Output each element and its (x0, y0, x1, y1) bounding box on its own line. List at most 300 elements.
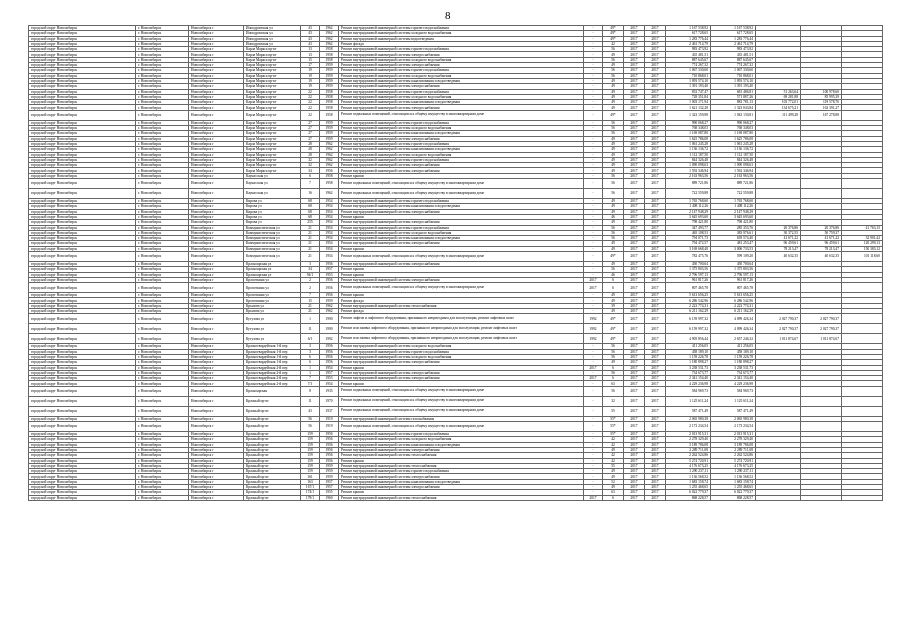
table-cell: - (584, 381, 603, 386)
table-cell: городской округ Новосибирск (29, 47, 136, 52)
table-cell: Ремонт внутридомовой инженерной системы холодного водоснабжения (339, 57, 584, 62)
table-cell: 1 067 330,60 (711, 68, 756, 73)
table-cell: г. Новосибирск (136, 381, 189, 386)
table-cell: Кирова ул (244, 199, 301, 204)
table-cell: 8 (301, 386, 320, 396)
table-cell: городской округ Новосибирск (29, 168, 136, 173)
table-cell: 2017 (645, 354, 666, 359)
table-cell: городской округ Новосибирск (29, 303, 136, 308)
table-cell: - (584, 437, 603, 442)
table-cell: - (584, 344, 603, 349)
table-cell: 2017 (645, 179, 666, 189)
table-cell: Карла Маркса пр-кт (244, 126, 301, 131)
table-row (29, 386, 883, 396)
table-cell: 1956 (320, 453, 339, 458)
table-cell: 6 022 779,37 (666, 490, 711, 495)
table-cell: 2017 (645, 220, 666, 225)
table-cell: 22 (301, 94, 320, 99)
table-cell: Ипподромская ул (244, 41, 301, 46)
table-cell: 2017 (645, 225, 666, 230)
table-cell: 49 (603, 147, 624, 152)
table-cell: - (584, 84, 603, 89)
table-cell: Коммунистическая ул (244, 225, 301, 230)
table-cell: - (584, 52, 603, 57)
table-cell: 2017 (624, 173, 645, 178)
table-cell: 56 (603, 179, 624, 189)
table-cell: г. Новосибирск (136, 214, 189, 219)
table-cell: Новосибирск г (189, 453, 244, 458)
table-cell: 42 (603, 442, 624, 447)
table-cell: Новосибирск г (189, 157, 244, 162)
table-cell: Красноярская ул (244, 272, 301, 277)
table-cell: 2017 (645, 78, 666, 83)
table-cell: 6 159 997,32 (666, 324, 711, 334)
table-cell: 2017 (624, 334, 645, 344)
table-cell: 2017 (624, 463, 645, 468)
table-cell: г. Новосибирск (136, 349, 189, 354)
table-row (29, 283, 883, 293)
table-cell: - (584, 57, 603, 62)
table-cell: 1962 (320, 141, 339, 146)
table-cell: г. Новосибирск (136, 344, 189, 349)
table-cell: 2017 (645, 442, 666, 447)
table-cell: 887 645,67 (666, 57, 711, 62)
table-cell: - (584, 209, 603, 214)
table-cell: 159 (301, 463, 320, 468)
table-cell: 2017 (624, 126, 645, 131)
table-cell: городской округ Новосибирск (29, 267, 136, 272)
table-cell: г. Новосибирск (136, 100, 189, 105)
table-cell: 1956 (320, 349, 339, 354)
table-cell: 2017 (645, 110, 666, 120)
table-cell: городской округ Новосибирск (29, 324, 136, 334)
table-cell: 21 (301, 241, 320, 246)
table-cell: городской округ Новосибирск (29, 214, 136, 219)
table-cell: Ремонт крыши (339, 267, 584, 272)
table-cell: 768 348,03 (666, 126, 711, 131)
table-cell: 22 (301, 89, 320, 94)
table-cell: 49 (603, 78, 624, 83)
table-cell: городской округ Новосибирск (29, 298, 136, 303)
table-cell: Кирова ул (244, 220, 301, 225)
table-cell: 435 481,51 (666, 52, 711, 57)
table-cell: 794 472,57 (666, 241, 711, 246)
table-cell: 1954 (320, 236, 339, 241)
table-cell: Ремонт внутридомовой инженерной системы горячего водоснабжения (339, 47, 584, 52)
table-cell: Ремонт внутридомовой инженерной системы теплоснабжения (339, 495, 584, 500)
table-cell: Красногвардейская 1-й пер (244, 360, 301, 365)
table-cell: 159 (301, 447, 320, 452)
table-cell: городской округ Новосибирск (29, 360, 136, 365)
table-cell: 2017 (624, 469, 645, 474)
table-cell: 2017 (624, 490, 645, 495)
table-cell: Новосибирск г (189, 141, 244, 146)
table-cell: г. Новосибирск (136, 267, 189, 272)
table-cell: 2017 (645, 120, 666, 125)
table-cell: 2 163 963,56 (711, 173, 756, 178)
table-cell: 2017 (624, 105, 645, 110)
table-cell: - (584, 163, 603, 168)
table-cell: 43 (301, 26, 320, 31)
table-cell: Ипподромская ул (244, 26, 301, 31)
table-cell: Карла Маркса пр-кт (244, 141, 301, 146)
table-cell: - (584, 360, 603, 365)
table-cell: 21 (301, 309, 320, 314)
table-cell: 3 169 668,40 (666, 246, 711, 251)
table-cell: Ремонт внутридомовой инженерной системы электроснабжения (339, 168, 584, 173)
table-cell: 411 256,05 (711, 344, 756, 349)
table-cell: городской округ Новосибирск (29, 344, 136, 349)
table-cell: городской округ Новосибирск (29, 396, 136, 406)
table-cell: 1957 (320, 267, 339, 272)
table-cell: Новосибирск г (189, 334, 244, 344)
table-cell: Крылова ул (244, 309, 301, 314)
table-cell: 1992 (584, 324, 603, 334)
table-cell: 2 (301, 277, 320, 282)
table-cell: Карла Маркса пр-кт (244, 110, 301, 120)
table-cell: - (584, 298, 603, 303)
table-cell: 1962 (320, 26, 339, 31)
table-cell: 1992 (320, 334, 339, 344)
table-cell: Ремонт подвальных помещений, относящихся к общему имуществу в многоквартирном доме (339, 189, 584, 199)
table-cell: - (584, 309, 603, 314)
table-cell: - (584, 131, 603, 136)
table-cell: 49 (603, 209, 624, 214)
table-cell: городской округ Новосибирск (29, 36, 136, 41)
table-cell: 4 229 236,98 (666, 381, 711, 386)
table-cell: 101 118,60 (842, 251, 883, 261)
table-cell: Карла Маркса пр-кт (244, 152, 301, 157)
table-cell: Кропоткина ул (244, 283, 301, 293)
table-cell: 2017 (624, 370, 645, 375)
table-cell: 55 (603, 463, 624, 468)
table-cell: Красный пр-кт (244, 437, 301, 442)
table-cell: городской округ Новосибирск (29, 479, 136, 484)
table-cell: 56 (603, 225, 624, 230)
table-cell: 6 022 779,37 (711, 490, 756, 495)
table-cell: г. Новосибирск (136, 354, 189, 359)
table-cell: Красный пр-кт (244, 463, 301, 468)
table-cell: г. Новосибирск (136, 120, 189, 125)
table-cell: Карла Маркса пр-кт (244, 131, 301, 136)
table-cell: 2017 (645, 381, 666, 386)
table-cell: 6 211 162,29 (666, 309, 711, 314)
table-cell: 1959 (320, 84, 339, 89)
table-cell (842, 386, 883, 396)
table-cell: 2017 (624, 360, 645, 365)
table-cell: 2017 (624, 474, 645, 479)
table-cell: 1 180 898,27 (666, 360, 711, 365)
table-cell: 2017 (645, 41, 666, 46)
table-cell: г. Новосибирск (136, 136, 189, 141)
table-cell: 889 721,86 (711, 179, 756, 189)
table-cell: 1956 (320, 458, 339, 463)
table-cell: Красногвардейская 1-й пер (244, 354, 301, 359)
table-cell: Новосибирск г (189, 442, 244, 447)
table-cell (842, 324, 883, 334)
table-cell: 178/1 (301, 495, 320, 500)
table-cell: городской округ Новосибирск (29, 485, 136, 490)
table-cell: 49 (603, 246, 624, 251)
table-cell: 1954 (320, 365, 339, 370)
table-cell: 1 159 226,78 (666, 354, 711, 359)
table-cell: Ремонт внутридомовой инженерной системы электроснабжения (339, 370, 584, 375)
table-cell (756, 189, 801, 199)
table-cell: городской округ Новосибирск (29, 463, 136, 468)
table-cell: 1 625 786,08 (666, 136, 711, 141)
table-row (29, 334, 883, 344)
table-cell: 21 (301, 225, 320, 230)
table-cell: Кутузова ул (244, 324, 301, 334)
table-cell: 1 (301, 370, 320, 375)
table-cell: Красный пр-кт (244, 406, 301, 416)
table-cell: - (584, 453, 603, 458)
table-cell: Ремонт внутридомовой инженерной системы электроснабжения (339, 261, 584, 266)
table-cell: городской округ Новосибирск (29, 453, 136, 458)
table-cell: Карла Маркса пр-кт (244, 73, 301, 78)
table-cell: г. Новосибирск (136, 179, 189, 189)
table-cell: 2017 (645, 84, 666, 89)
table-cell: 56 (603, 230, 624, 235)
table-cell: 2 065 980,38 (666, 416, 711, 421)
table-cell: 1 061 245,28 (711, 141, 756, 146)
table-cell: 1958 (320, 105, 339, 110)
table-cell: 2017 (645, 334, 666, 344)
table-cell: 19 (301, 84, 320, 89)
table-cell: Новосибирск г (189, 386, 244, 396)
table-cell: 43 (301, 41, 320, 46)
table-row (29, 314, 883, 324)
table-cell: г. Новосибирск (136, 89, 189, 94)
table-cell: 2017 (645, 52, 666, 57)
table-cell: 2017 (645, 406, 666, 416)
table-cell: 2017 (624, 272, 645, 277)
table-cell: 2 147 948,29 (666, 209, 711, 214)
table-cell: 2 341 154,40 (711, 376, 756, 381)
table-cell: 56 (603, 370, 624, 375)
table-cell: 3 (301, 349, 320, 354)
table-cell: Кирова ул (244, 214, 301, 219)
table-cell: Ремонт внутридомовой инженерной системы горячего водоснабжения (339, 89, 584, 94)
table-cell: Карла Маркса пр-кт (244, 68, 301, 73)
table-cell: 734 673,77 (666, 370, 711, 375)
table-cell: 1962 (320, 163, 339, 168)
table-cell: 49 (603, 485, 624, 490)
table-cell: Каунасская ул (244, 173, 301, 178)
table-cell: 2017 (624, 324, 645, 334)
table-cell: 2017 (645, 272, 666, 277)
table-cell: Ремонт крыши (339, 246, 584, 251)
table-cell: Ремонт или замена лифтового оборудования, признанного непригодным для эксплуатации, ремонт лифтовых шахт (339, 334, 584, 344)
table-cell: 68 (301, 214, 320, 219)
table-cell: 2017 (624, 131, 645, 136)
table-cell: 2017 (624, 199, 645, 204)
table-cell: 6 286 542,96 (711, 298, 756, 303)
table-cell: 51 263,64 (756, 89, 801, 94)
table-cell (842, 110, 883, 120)
table-cell: городской округ Новосибирск (29, 126, 136, 131)
table-cell: 681 486,81 (711, 89, 756, 94)
table-cell: Новосибирск г (189, 220, 244, 225)
table-cell: Красный пр-кт (244, 469, 301, 474)
table-cell: Красногвардейская 2-й пер (244, 365, 301, 370)
table-cell: 347 493,77 (666, 225, 711, 230)
table-cell: 2 013 915,31 (666, 432, 711, 437)
table-cell: 1953 (320, 272, 339, 277)
table-cell: 4 905 856,44 (666, 334, 711, 344)
table-cell: 2017 (624, 36, 645, 41)
table-cell: г. Новосибирск (136, 78, 189, 83)
table-cell: 32 (301, 163, 320, 168)
table-cell: Новосибирск г (189, 246, 244, 251)
table-cell: 2017 (645, 303, 666, 308)
table-cell: 2017 (624, 354, 645, 359)
table-cell: 34 (301, 267, 320, 272)
table-cell: Ремонт крыши (339, 173, 584, 178)
table-cell: городской округ Новосибирск (29, 57, 136, 62)
table-cell: Новосибирск г (189, 225, 244, 230)
table-cell: 56 (603, 189, 624, 199)
table-cell: - (584, 63, 603, 68)
table-cell: 55 (603, 406, 624, 416)
table-cell: 1 391 193,40 (711, 84, 756, 89)
table-cell: 2017 (624, 68, 645, 73)
table-cell: 1959 (320, 68, 339, 73)
table-cell: 49 (603, 261, 624, 266)
table-cell: 17 (301, 63, 320, 68)
table-cell (842, 422, 883, 432)
table-cell: 56 (301, 422, 320, 432)
table-cell: 49 (603, 52, 624, 57)
table-cell: 19 (301, 73, 320, 78)
table-cell: 2017 (645, 495, 666, 500)
table-cell: Ремонт внутридомовой инженерной системы горячего водоснабжения (339, 432, 584, 437)
table-cell: 2017 (624, 57, 645, 62)
table-cell: Новосибирск г (189, 147, 244, 152)
table-cell: городской округ Новосибирск (29, 447, 136, 452)
table-cell: городской округ Новосибирск (29, 437, 136, 442)
table-cell: 2017 (645, 458, 666, 463)
table-cell: 49* (603, 26, 624, 31)
table-cell: 41 671,22 (756, 236, 801, 241)
table-cell: 2017 (645, 189, 666, 199)
table-cell: Новосибирск г (189, 406, 244, 416)
table-cell: 983 473,92 (711, 47, 756, 52)
table-cell: 807 465,78 (711, 283, 756, 293)
table-cell: г. Новосибирск (136, 94, 189, 99)
table-row (29, 324, 883, 334)
table-row (29, 110, 883, 120)
table-cell: 2017 (624, 365, 645, 370)
table-cell: Новосибирск г (189, 189, 244, 199)
table-cell: 2017 (624, 52, 645, 57)
table-cell: 27 (301, 120, 320, 125)
table-cell: 2 027 790,37 (756, 314, 801, 324)
table-cell: 42 (603, 453, 624, 458)
table-cell: 1957 (320, 370, 339, 375)
table-cell: 56 (603, 267, 624, 272)
table-cell: 285 353,76 (711, 225, 756, 230)
table-cell: 2017 (645, 157, 666, 162)
table-cell: - (584, 168, 603, 173)
table-cell: 49* (603, 324, 624, 334)
table-cell: - (584, 120, 603, 125)
table-cell: 2017 (624, 47, 645, 52)
table-cell: 2017 (645, 214, 666, 219)
table-cell: 1 090 098,63 (711, 163, 756, 168)
table-cell: городской округ Новосибирск (29, 105, 136, 110)
table-cell: городской округ Новосибирск (29, 100, 136, 105)
table-cell: г. Новосибирск (136, 298, 189, 303)
table-cell: 2017 (645, 241, 666, 246)
table-cell: - (584, 105, 603, 110)
table-cell: 68 (301, 204, 320, 209)
table-cell: 2017 (624, 73, 645, 78)
table-cell: - (584, 432, 603, 437)
table-cell: 2017 (584, 283, 603, 293)
table-cell: 49 (603, 309, 624, 314)
table-cell: 4 176 673,25 (711, 463, 756, 468)
table-cell: 1 683 158,74 (666, 479, 711, 484)
table-cell: 49* (603, 334, 624, 344)
table-cell: 2 173 234,54 (666, 422, 711, 432)
table-cell: Новосибирск г (189, 105, 244, 110)
table-cell: г. Новосибирск (136, 36, 189, 41)
table-cell: 2017 (645, 168, 666, 173)
table-cell: городской округ Новосибирск (29, 110, 136, 120)
table-cell: 2017 (645, 251, 666, 261)
table-cell: 2017 (645, 141, 666, 146)
table-cell: городской округ Новосибирск (29, 41, 136, 46)
table-cell: - (584, 26, 603, 31)
table-cell: 120 299,13 (842, 241, 883, 246)
table-cell: городской округ Новосибирск (29, 458, 136, 463)
table-cell: Новосибирск г (189, 110, 244, 120)
table-cell: 458 189,10 (711, 349, 756, 354)
table-cell: 2017 (645, 485, 666, 490)
table-cell: 2017 (645, 447, 666, 452)
table-cell: 584 969,73 (666, 386, 711, 396)
table-cell: г. Новосибирск (136, 163, 189, 168)
table-cell: 1956 (320, 447, 339, 452)
table-cell: Ремонт подвальных помещений, относящихся к общему имуществу в многоквартирном доме (339, 283, 584, 293)
table-cell: 1958 (320, 47, 339, 52)
table-cell: городской округ Новосибирск (29, 189, 136, 199)
table-cell: 16 (301, 189, 320, 199)
table-cell: 710 868,01 (711, 73, 756, 78)
table-cell: 2017 (624, 204, 645, 209)
table-cell: 2017 (624, 168, 645, 173)
table-cell: 1957 (320, 479, 339, 484)
table-cell: 3 238 531,73 (666, 365, 711, 370)
table-cell: Новосибирск г (189, 63, 244, 68)
table-cell: 3 238 531,73 (711, 365, 756, 370)
table-cell: городской округ Новосибирск (29, 422, 136, 432)
table-cell: 43 (301, 31, 320, 36)
table-cell: Кирова ул (244, 204, 301, 209)
table-cell: 782 475,76 (666, 251, 711, 261)
table-cell: 56 (603, 126, 624, 131)
table-cell: 56 (603, 236, 624, 241)
table-cell (842, 189, 883, 199)
table-cell: - (584, 463, 603, 468)
table-cell: Ремонт фасада (339, 298, 584, 303)
table-row (29, 406, 883, 416)
table-cell: городской округ Новосибирск (29, 157, 136, 162)
table-cell: Ремонт внутридомовой инженерной системы канализования и водоотведения (339, 147, 584, 152)
table-cell: г. Новосибирск (136, 126, 189, 131)
table-cell: 3 189 786,08 (711, 442, 756, 447)
